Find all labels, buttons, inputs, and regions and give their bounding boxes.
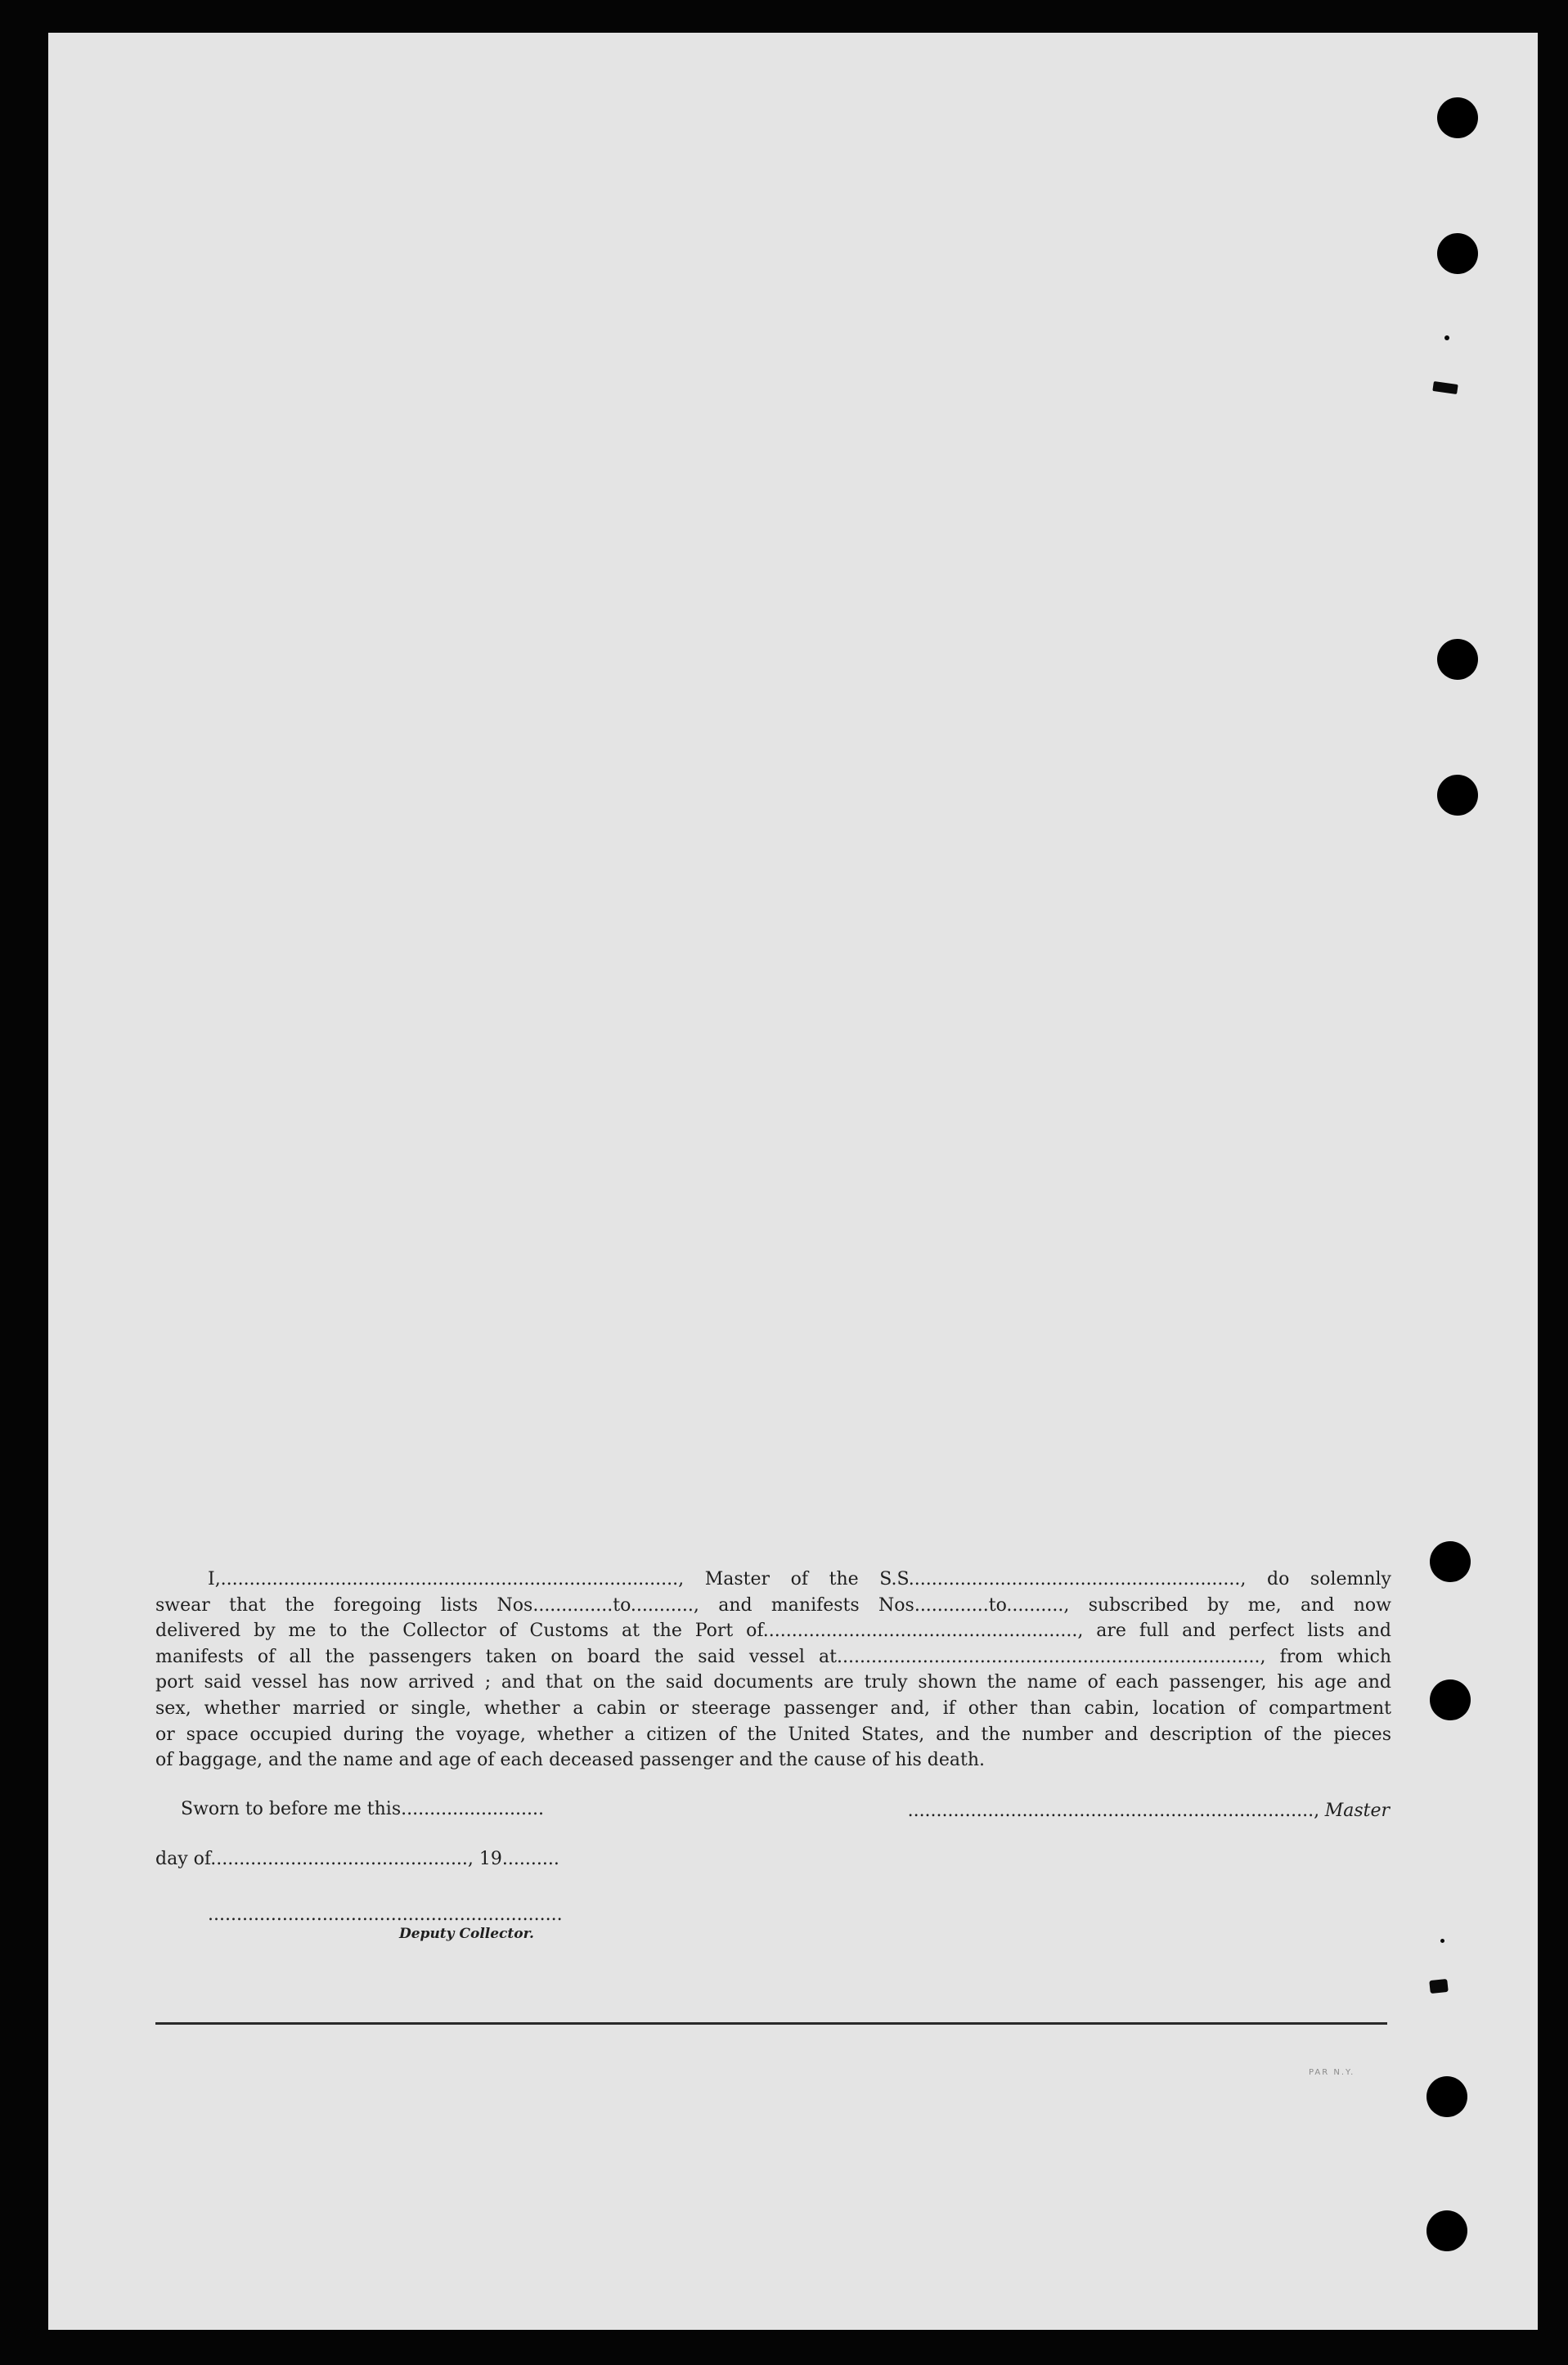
punch-hole <box>1430 1541 1471 1582</box>
punch-hole <box>1437 639 1478 680</box>
oath-line-8: of baggage, and the name and age of each deceased passenger and the cause of his death. <box>155 1750 985 1771</box>
scan-artifact <box>1440 1939 1444 1943</box>
horizontal-rule <box>155 2022 1387 2025</box>
oath-line-6: sex, whether married or single, whether a cabin or steerage passenger and, if other than cabin, location of compartment <box>155 1697 1391 1719</box>
punch-hole <box>1437 97 1478 138</box>
document-page <box>48 33 1538 2330</box>
oath-line-7: or space occupied during the voyage, whether a citizen of the United States, and the number and description of the pieces <box>155 1724 1391 1745</box>
master-signature-line <box>892 1799 1390 1823</box>
oath-paragraph <box>155 1567 1391 1774</box>
deputy-signature-dots: .............................................................. <box>208 1904 563 1925</box>
punch-hole <box>1426 2076 1467 2117</box>
scan-artifact <box>1444 335 1449 340</box>
punch-hole <box>1437 233 1478 274</box>
oath-line-5: port said vessel has now arrived ; and that on the said documents are truly shown the name of each passenger, his age and <box>155 1672 1391 1693</box>
printer-mark: PAR N.Y. <box>1309 2068 1355 2077</box>
oath-line-3: delivered by me to the Collector of Customs at the Port of......................................................., are full and perfect lists and <box>155 1621 1391 1642</box>
deputy-collector-label: Deputy Collector. <box>399 1926 534 1942</box>
punch-hole <box>1437 775 1478 816</box>
master-label: Master <box>1324 1801 1390 1821</box>
oath-line-1: I,................................................................................, Master of the S.S.........................................................., do solemnly <box>208 1569 1391 1589</box>
sworn-before-line: Sworn to before me this......................... <box>181 1799 544 1819</box>
punch-hole <box>1426 2210 1467 2251</box>
day-of-line: day of............................................., 19.......... <box>155 1849 559 1869</box>
master-signature-dots: ......................................................................., <box>907 1801 1320 1821</box>
oath-line-4: manifests of all the passengers taken on board the said vessel at.........................................................................., from which <box>155 1646 1391 1667</box>
oath-line-2: swear that the foregoing lists Nos..............to..........., and manifests Nos.............to.........., subscribed by me, and now <box>155 1594 1391 1616</box>
punch-hole <box>1430 1679 1471 1720</box>
scan-artifact <box>1429 1979 1449 1994</box>
